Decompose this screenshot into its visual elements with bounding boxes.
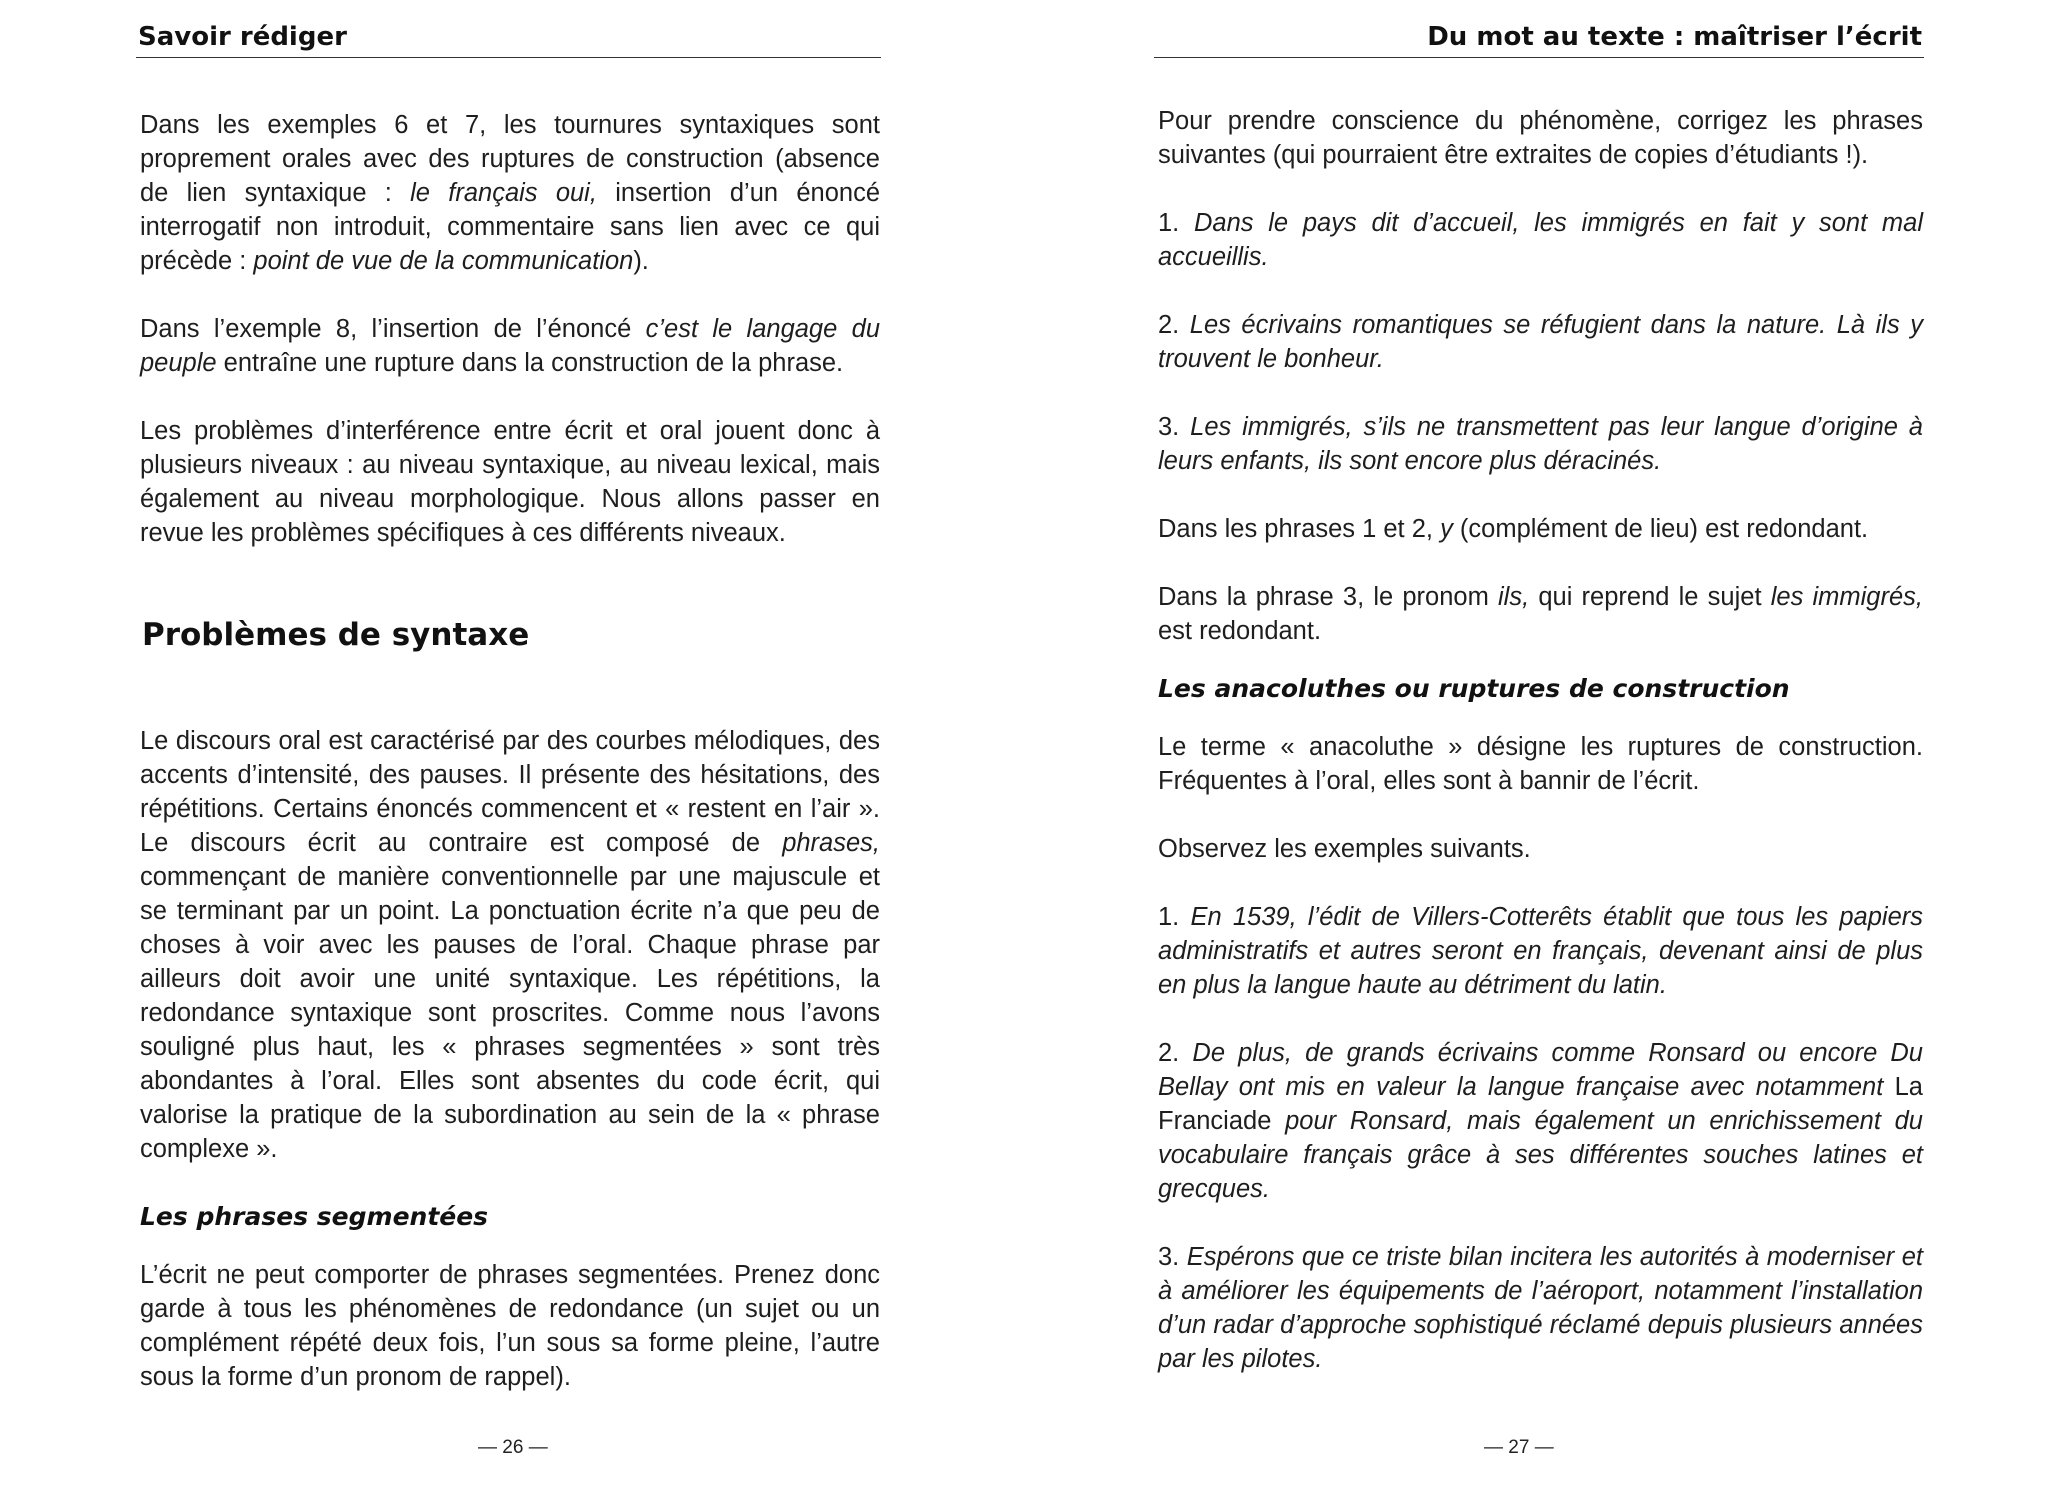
italic-run: Les écrivains romantiques se réfugient dans la nature. Là ils y trouvent le bonheur.	[1158, 311, 1923, 373]
italic-run: Espérons que ce triste bilan incitera les autorités à moderniser et à améliorer les équipements de l’aéroport, notamment l’installation d’un radar d’approche sophistiqué réclamé depuis plusieurs années par les pilotes.	[1158, 1243, 1923, 1373]
running-header-right: Du mot au texte : maîtriser l’écrit	[1427, 22, 1922, 52]
paragraph-intro: Pour prendre conscience du phénomène, corrigez les phrases suivantes (qui pourraient être extraites de copies d’étudiants !).	[1158, 107, 1923, 169]
text-run: insertion d’un énoncé interrogatif non introduit, commentaire sans lien avec ce qui précède :	[140, 179, 880, 275]
italic-run: y	[1440, 515, 1453, 543]
text-run: La Franciade	[1158, 1073, 1923, 1135]
text-run: (complément de lieu) est redondant.	[1452, 515, 1869, 543]
page-number-left: — 26 —	[478, 1437, 548, 1458]
text-run: Dans les exemples 6 et 7, les tournures syntaxiques sont proprement orales avec des ruptures de construction (absence de lien syntaxique :	[140, 111, 880, 207]
italic-run: De plus, de grands écrivains comme Ronsard ou encore Du Bellay ont mis en valeur la langue française avec notamment	[1158, 1039, 1923, 1101]
italic-run: le français oui,	[410, 179, 597, 207]
exercise-sentence	[1158, 206, 1923, 274]
text-run: Dans l’exemple 8, l’insertion de l’énoncé	[140, 315, 646, 343]
example-sentence	[1158, 900, 1923, 1002]
item-number: 2.	[1158, 1039, 1193, 1067]
italic-run: pour Ronsard, mais également un enrichissement du vocabulaire français grâce à ses différentes souches latines et grecques.	[1158, 1107, 1923, 1203]
paragraph-observe: Observez les exemples suivants.	[1158, 835, 1531, 863]
italic-run: ils,	[1498, 583, 1530, 611]
paragraph-interference: Les problèmes d’interférence entre écrit et oral jouent donc à plusieurs niveaux : au niveau syntaxique, au niveau lexical, mais également au niveau morphologique. Nous allons passer en revue les problèmes spécifiques à ces différents niveaux.	[140, 417, 880, 547]
text-run: entraîne une rupture dans la construction de la phrase.	[216, 349, 844, 377]
paragraph-discours-oral	[140, 724, 880, 1166]
paragraph-example-8	[140, 312, 880, 380]
paragraph-examples-6-7	[140, 108, 880, 278]
text-run: Dans les phrases 1 et 2,	[1158, 515, 1441, 543]
text-run: ).	[633, 247, 649, 275]
item-number: 2.	[1158, 311, 1190, 339]
header-rule-right	[1154, 57, 1924, 58]
section-title: Problèmes de syntaxe	[142, 617, 530, 653]
exercise-sentence	[1158, 308, 1923, 376]
italic-run: c’est le langage du peuple	[140, 315, 880, 377]
text-run: est redondant.	[1158, 617, 1322, 645]
paragraph-ecrit-segmentees: L’écrit ne peut comporter de phrases segmentées. Prenez donc garde à tous les phénomènes de redondance (un sujet ou un complément répété deux fois, l’un sous sa forme pleine, l’autre sous la forme d’un pronom de rappel).	[140, 1261, 880, 1391]
page-number-right: — 27 —	[1484, 1437, 1554, 1458]
item-number: 1.	[1158, 903, 1191, 931]
italic-run: les immigrés,	[1770, 583, 1923, 611]
exercise-sentence	[1158, 410, 1923, 478]
italic-run: point de vue de la communication	[253, 247, 634, 275]
paragraph-remark-2	[1158, 580, 1923, 648]
left-body-text	[140, 108, 880, 1394]
item-number: 3.	[1158, 413, 1191, 441]
item-number: 3.	[1158, 1243, 1187, 1271]
item-number: 1.	[1158, 209, 1194, 237]
right-page	[1024, 0, 2048, 1493]
example-sentence	[1158, 1036, 1923, 1206]
text-run: Le discours oral est caractérisé par des courbes mélodiques, des accents d’intensité, des pauses. Il présente des hésitations, des répétitions. Certains énoncés commencent et « restent en l’air ». Le discours écrit au contraire est composé de	[140, 727, 880, 857]
running-header-left: Savoir rédiger	[138, 22, 347, 52]
italic-run: Les immigrés, s’ils ne transmettent pas leur langue d’origine à leurs enfants, ils sont encore plus déracinés.	[1158, 413, 1923, 475]
paragraph-definition: Le terme « anacoluthe » désigne les ruptures de construction. Fréquentes à l’oral, elles sont à bannir de l’écrit.	[1158, 733, 1923, 795]
right-body-text	[1158, 104, 1923, 1376]
text-run: commençant de manière conventionnelle par une majuscule et se terminant par un point. La ponctuation écrite n’a que peu de choses à voir avec les pauses de l’oral. Chaque phrase par ailleurs doit avoir une unité syntaxique. Les répétitions, la redondance syntaxique sont proscrites. Comme nous l’avons souligné plus haut, les « phrases segmentées » sont très abondantes à l’oral. Elles sont absentes du code écrit, qui valorise la pratique de la subordination au sein de la « phrase complexe ».	[140, 863, 880, 1163]
italic-run: phrases,	[782, 829, 880, 857]
italic-run: Dans le pays dit d’accueil, les immigrés en fait y sont mal accueillis.	[1158, 209, 1923, 271]
subheading-phrases-segmentees: Les phrases segmentées	[140, 1202, 489, 1231]
italic-run: En 1539, l’édit de Villers-Cotterêts établit que tous les papiers administratifs et autres seront en français, devenant ainsi de plus en plus la langue haute au détriment du latin.	[1158, 903, 1923, 999]
header-rule-left	[136, 57, 881, 58]
text-run: Dans la phrase 3, le pronom	[1158, 583, 1498, 611]
paragraph-remark-1	[1158, 512, 1923, 546]
subheading-anacoluthes: Les anacoluthes ou ruptures de construction	[1158, 674, 1790, 703]
text-run: qui reprend le sujet	[1529, 583, 1771, 611]
example-sentence	[1158, 1240, 1923, 1376]
